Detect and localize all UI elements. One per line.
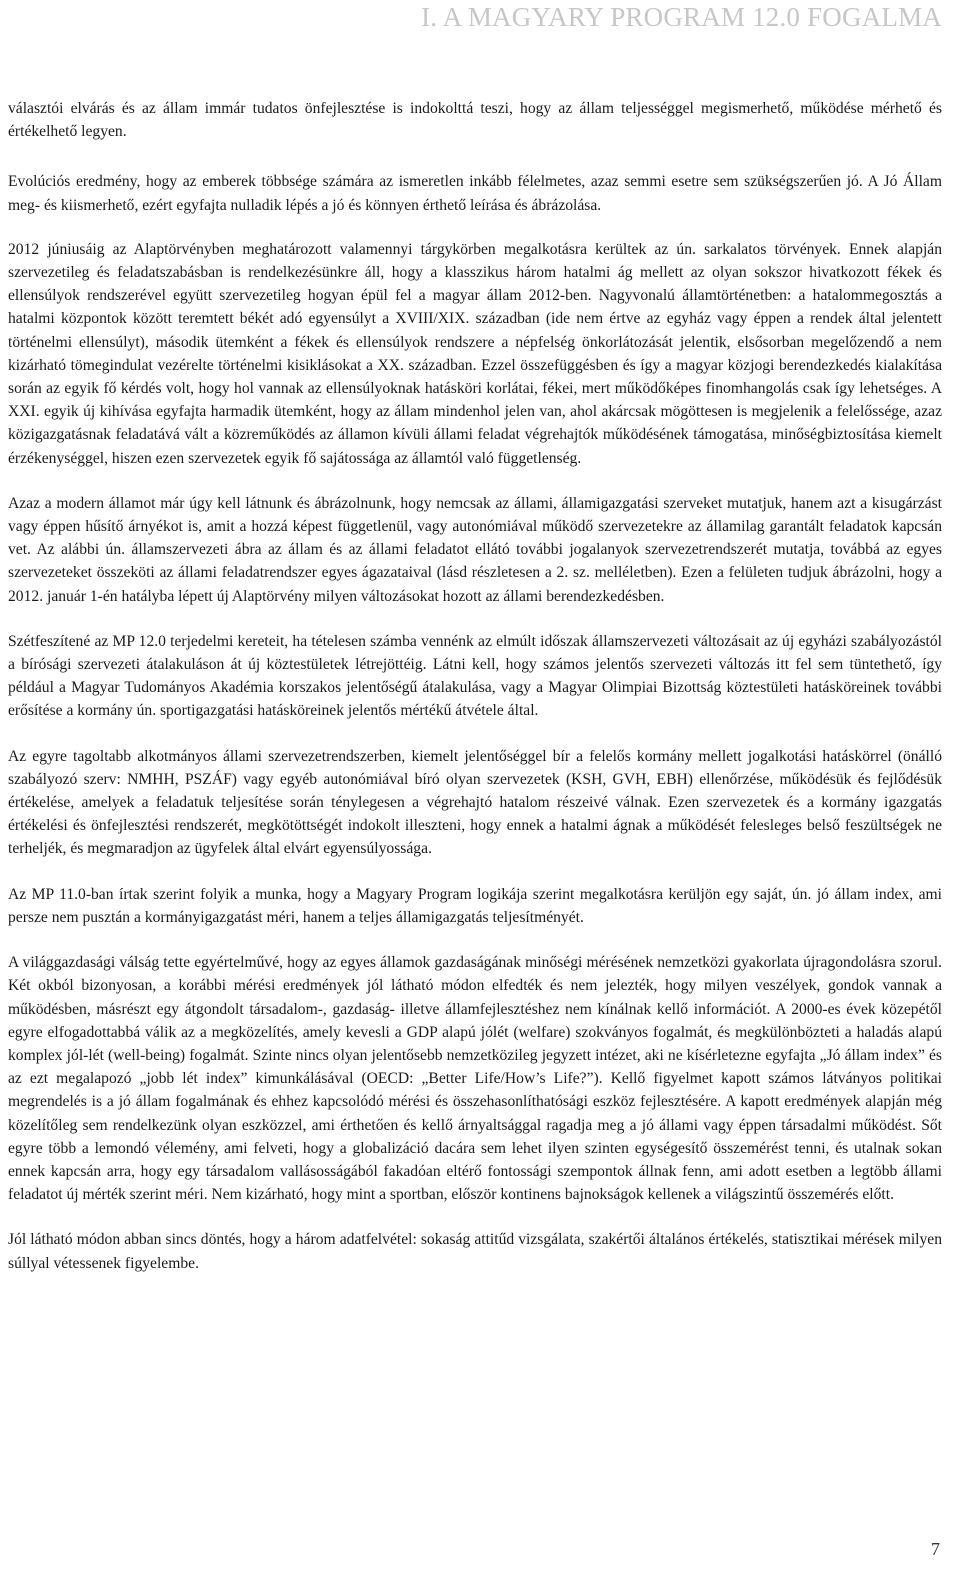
paragraph: Az egyre tagoltabb alkotmányos állami szervezetrendszerben, kiemelt jelentőséggel bír a felelős kormány mellett jogalkotási hatáskörrel (önálló szabályozó szerv: NMHH, PSZÁF) vagy egyéb autonómiával bíró olyan szervezetek (KSH, GVH, EBH) ellenőrzése, működésük és fejlődésük értékelése, amelyek a feladatuk teljesítése során ténylegesen a végrehajtó hatalom részeivé válnak. Ezen szervezetek és a kormány igazgatás értékelési és önfejlesztési rendszerét, megkötöttségét indokolt illeszteni, hogy ennek a hatalmi ágnak a működését felesleges belső feszültségek ne terheljék, és megmaradjon az ügyfelek által elvárt egyensúlyossága. [8,747,942,858]
paragraph: Azaz a modern államot már úgy kell látnunk és ábrázolnunk, hogy nemcsak az állami, államigazgatási szerveket mutatjuk, hanem azt a kisugárzást vagy éppen hűsítő árnyékot is, amit a hozzá képest függetlenül, vagy autonómiával működő szervezetekre az államilag garantált feladatok kapcsán vet. Az alábbi ún. államszervezeti ábra az állam és az állami feladatot ellátó további jogalanyok szervezetrendszerét mutatja, továbbá az egyes szervezeteket összeköti az állami feladatrendszer egyes ágazataival (lásd részletesen a 2. sz. melléletben). Ezen a felületen tudjuk ábrázolni, hogy a 2012. január 1-én hatályba lépett új Alaptörvény milyen változásokat hozott az állami berendezkedésben. [8,494,942,605]
paragraph: Szétfeszítené az MP 12.0 terjedelmi kereteit, ha tételesen számba vennénk az elmúlt időszak államszervezeti változásait az új egyházi szabályozástól a bírósági szervezeti átalakuláson át új köztestületek létrejöttéig. Látni kell, hogy számos jelentős szervezeti változás itt fel sem tüntethető, így például a Magyar Tudományos Akadémia korszakos jelentőségű átalakulása, vagy a Magyar Olimpiai Bizottság köztestületi hatásköreinek további erősítése a kormány ún. sportigazgatási hatásköreinek jelentős mértékű átvétele által. [8,632,942,720]
paragraph: választói elvárás és az állam immár tudatos önfejlesztése is indokolttá teszi, hogy az állam teljességgel megismerhető, működése mérhető és értékelhető legyen. [8,100,942,141]
running-header: I. A MAGYARY PROGRAM 12.0 FOGALMA [421,2,942,32]
paragraph: Jól látható módon abban sincs döntés, hogy a három adatfelvétel: sokaság attitűd vizsgálata, szakértői általános értékelés, statisztikai mérések milyen súllyal vétessenek figyelembe. [8,1231,942,1272]
page-number: 7 [931,1539,940,1559]
paragraph: Az MP 11.0-ban írtak szerint folyik a munka, hogy a Magyary Program logikája szerint megalkotásra kerüljön egy saját, ún. jó állam index, ami persze nem pusztán a kormányigazgatást méri, hanem a teljes államigazgatás teljesítményét. [8,885,942,926]
paragraph: 2012 júniusáig az Alaptörvényben meghatározott valamennyi tárgykörben megalkotásra kerültek az ún. sarkalatos törvények. Ennek alapján szervezetileg és feladatszabásban is rendelkezésünkre áll, hogy a klasszikus három hatalmi ág mellett az olyan sokszor hivatkozott fékek és ellensúlyok rendszerével együtt szervezetileg hogyan épül fel a magyar állam 2012-ben. Nagyvonalú államtörténetben: a hatalommegosztás a hatalmi központok között teremtett békét adó egyensúlyt a XVIII/XIX. században (ide nem értve az egyház vagy éppen a rendek által jelentett történelmi ellensúlyt), második ütemként a fékek és ellensúlyok rendszere a népfelség önkorlátozását jelentik, elsősorban megelőzendő a nem kizárható tömegindulat vezérelte történelmi kisiklásokat a XX. században. Ezzel összefüggésben és így a magyar közjogi berendezkedés kialakítása során az egyik fő kérdés volt, hogy hol vannak az ellensúlyoknak hatásköri korlátai, fékei, mert működőképes finomhangolás csak így lehetséges. A XXI. egyik új kihívása egyfajta harmadik ütemként, hogy az állam mindenhol jelen van, ahol akárcsak mögöttesen is megjelenik a felelőssége, azaz közigazgatásnak feladatává vált a közreműködés az államon kívüli állami feladat végrehajtók működésének támogatása, minőségbiztosítása kiemelt érzékenységgel, hiszen ezen szervezetek egyik fő sajátossága az államtól való függetlenség. [8,240,942,467]
paragraph: Evolúciós eredmény, hogy az emberek többsége számára az ismeretlen inkább félelmetes, azaz semmi esetre sem szükségszerűen jó. A Jó Állam meg- és kiismerhető, ezért egyfajta nulladik lépés a jó és könnyen érthető leírása és ábrázolása. [8,173,942,214]
paragraph: A világgazdasági válság tette egyértelművé, hogy az egyes államok gazdaságának minőségi mérésének nemzetközi gyakorlata újragondolásra szorul. Két okból bizonyosan, a korábbi mérési eredmények jól látható módon elfedték és nem jelezték, hogy milyen veszélyek, gondok vannak a működésben, másrészt egy átgondolt társadalom-, gazdaság- illetve államfejlesztéshez nem kínálnak kellő információt. A 2000-es évek közepétől egyre elfogadottabbá válik az a megközelítés, amely kevesli a GDP alapú jólét (welfare) szokványos fogalmát, és megkülönbözteti a haladás alapú komplex jól-lét (well-being) fogalmát. Szinte nincs olyan jelentősebb nemzetközileg jegyzett intézet, aki ne kísérletezne egyfajta „Jó állam index” és az ezt megalapozó „jobb lét index” kimunkálásával (OECD: „Better Life/How’s Life?”). Kellő figyelmet kapott számos látványos politikai megrendelés is a jó állam fogalmának és ehhez kapcsolódó mérési és összehasonlíthatósági eszköz fejlesztésére. A kapott eredmények alapján még közelítőleg sem rendelkezünk olyan eszközzel, ami érthetően és kellő árnyaltsággal ragadja meg a jó állami vagy éppen társadalmi működést. Sőt egyre több a lemondó vélemény, ami felveti, hogy a globalizáció dacára sem lehet ilyen szinten egységesítő összemérést tenni, és utalnak sokan ennek kapcsán arra, hogy egy társadalom vallásosságából fakadóan eltérő fontossági szempontok állnak fenn, ami adott esetben a legtöbb állami feladatot új mérték szerint méri. Nem kizárható, hogy mint a sportban, először kontinens bajnokságok kellenek a világszintű összemérés előtt. [8,954,942,1204]
body-text [8,97,942,1275]
